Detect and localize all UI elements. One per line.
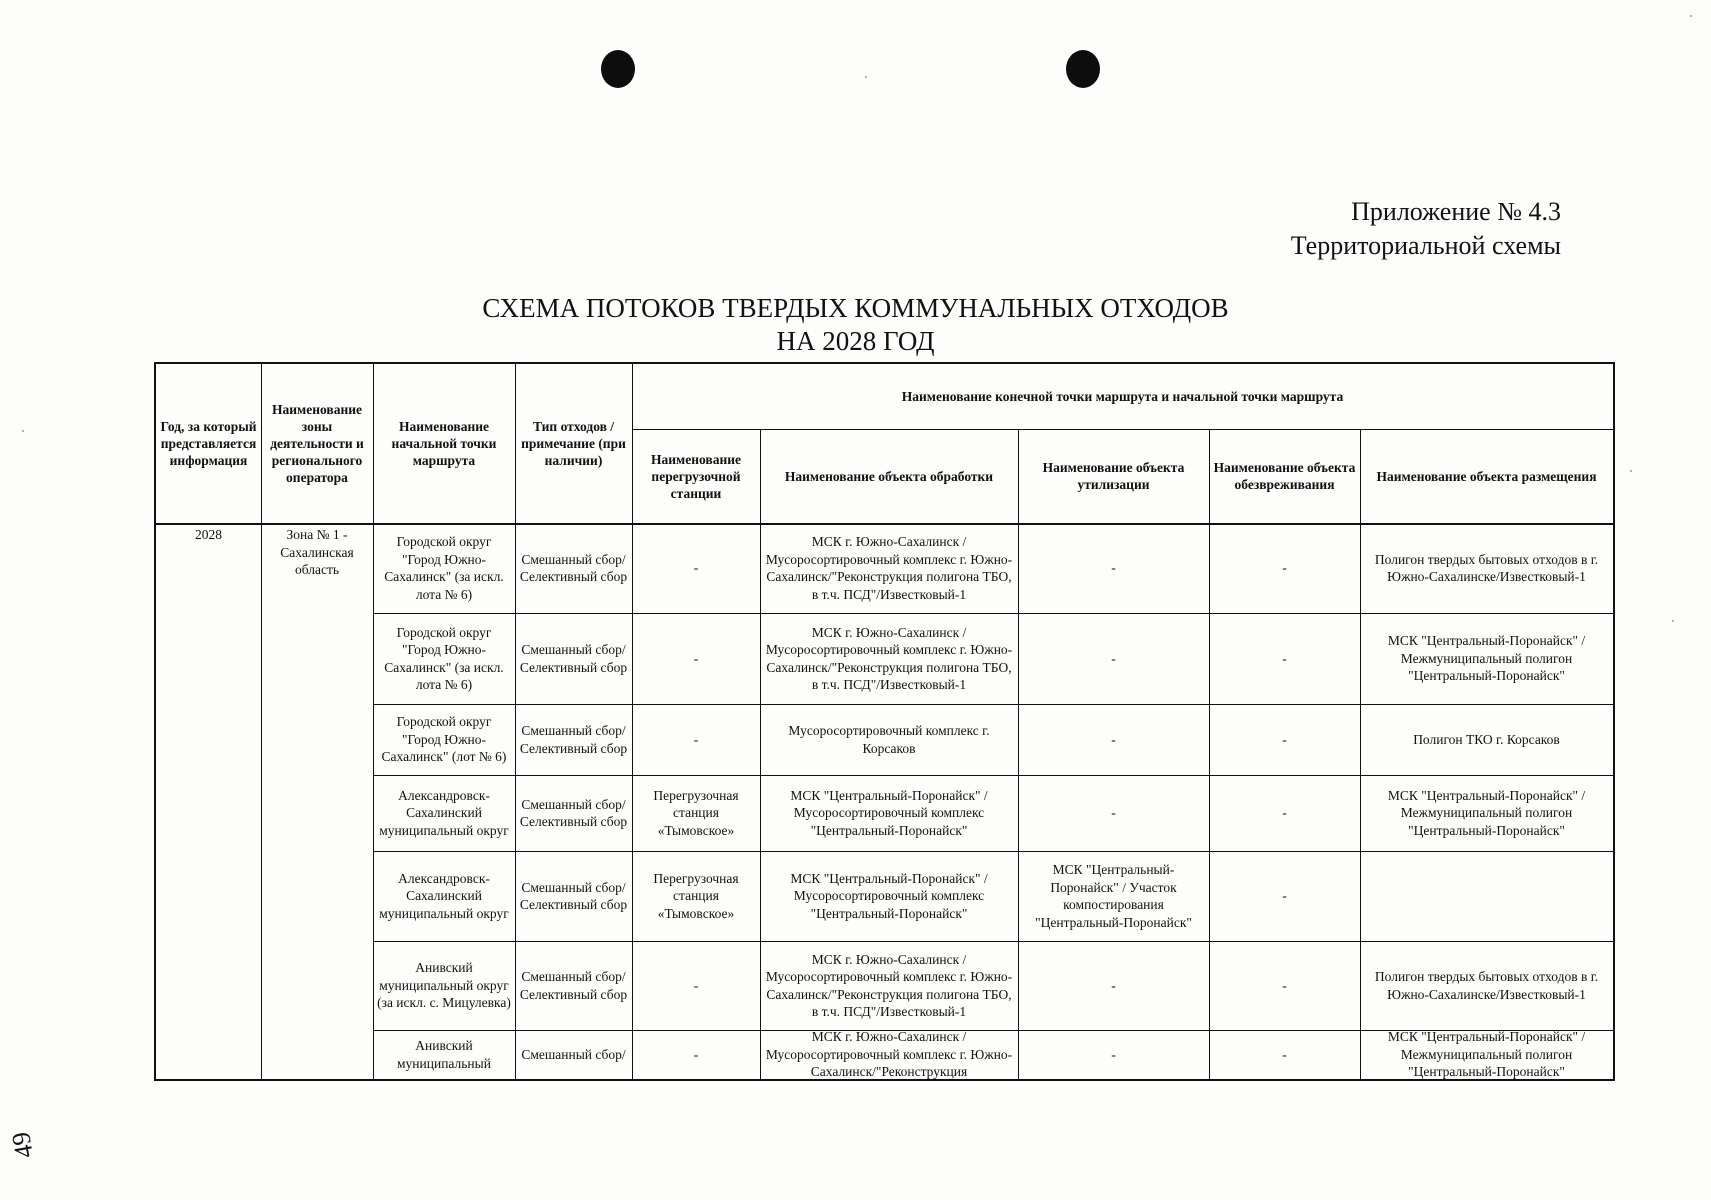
row-4-disposal: МСК "Центральный-Поронайск" / Межмуниципальный полигон "Центральный-Поронайск"	[1387, 787, 1586, 838]
row-2-disposal: МСК "Центральный-Поронайск" / Межмуниципальный полигон "Центральный-Поронайск"	[1387, 633, 1586, 684]
row-3-start: Городской округ "Город Южно-Сахалинск" (лот № 6)	[381, 714, 507, 765]
header-processing: Наименование объекта обработки	[784, 468, 994, 484]
header-disposal: Наименование объекта размещения	[1376, 468, 1597, 484]
row-7-type: Смешанный сбор/	[521, 1046, 626, 1062]
row-5-utilization: МСК "Центральный-Поронайск" / Участок компостирования "Центральный-Поронайск"	[1035, 862, 1192, 930]
row-5-processing: МСК "Центральный-Поронайск" / Мусоросортировочный комплекс "Центральный-Поронайск"	[790, 870, 988, 921]
row-3-processing: Мусоросортировочный комплекс г. Корсаков	[788, 723, 990, 756]
row-1-disposal: Полигон твердых бытовых отходов в г. Южно-Сахалинске/Известковый-1	[1374, 551, 1599, 584]
handwritten-page-number: 49	[5, 1129, 40, 1161]
row-2-utilization: -	[1111, 650, 1116, 666]
row-7-processing: МСК г. Южно-Сахалинск / Мусоросортировочный комплекс г. Южно-Сахалинск/"Реконструкция	[765, 1029, 1013, 1080]
row-5-neutralization: -	[1282, 888, 1287, 904]
header-neutralization: Наименование объекта обезвреживания	[1213, 460, 1356, 492]
title-line-2: НА 2028 ГОД	[776, 326, 935, 356]
header-year: Год, за который представляется информация	[160, 419, 257, 468]
row-4-processing: МСК "Центральный-Поронайск" / Мусоросортировочный комплекс "Центральный-Поронайск"	[790, 787, 988, 838]
header-route-group: Наименование конечной точки маршрута и начальной точки маршрута	[901, 389, 1344, 404]
row-2-start: Городской округ "Город Южно-Сахалинск" (за искл. лота № 6)	[384, 624, 504, 692]
waste-flow-table	[154, 362, 1615, 1081]
header-start-point: Наименование начальной точки маршрута	[391, 419, 497, 468]
header-transfer-station: Наименование перегрузочной станции	[651, 451, 741, 501]
punch-hole-right	[1066, 50, 1100, 88]
row-1-transfer: -	[693, 560, 699, 576]
row-1-start: Городской округ "Город Южно-Сахалинск" (за искл. лота № 6)	[384, 534, 504, 602]
zone-cell: Зона № 1 - Сахалинская область	[280, 527, 354, 577]
row-2-transfer: -	[693, 650, 699, 666]
row-7-disposal: МСК "Центральный-Поронайск" / Межмуниципальный полигон "Центральный-Поронайск"	[1387, 1029, 1586, 1080]
scan-speck	[1690, 15, 1692, 17]
row-6-start: Анивский муниципальный округ (за искл. с. Мицулевка)	[377, 960, 511, 1011]
row-6-utilization: -	[1111, 977, 1116, 993]
appendix-subtitle: Территориальной схемы	[1290, 231, 1561, 260]
row-1-processing: МСК г. Южно-Сахалинск / Мусоросортировочный комплекс г. Южно-Сахалинск/"Реконструкция полигона ТБО, в т.ч. ПСД"/Известковый-1	[765, 534, 1013, 602]
scan-speck	[1672, 620, 1674, 622]
punch-hole-left	[601, 50, 635, 88]
row-5-transfer: Перегрузочная станция «Тымовское»	[653, 870, 739, 921]
row-2-neutralization: -	[1282, 650, 1287, 666]
row-5-type: Смешанный сбор/ Селективный сбор	[519, 879, 628, 912]
scan-speck	[22, 430, 24, 432]
row-5-disposal	[1360, 851, 1613, 941]
header-zone: Наименование зоны деятельности и регионального оператора	[270, 402, 364, 485]
row-6-type: Смешанный сбор/ Селективный сбор	[519, 969, 628, 1002]
header-utilization: Наименование объекта утилизации	[1042, 460, 1185, 492]
scan-speck	[1630, 470, 1632, 472]
row-3-utilization: -	[1111, 731, 1116, 747]
row-6-processing: МСК г. Южно-Сахалинск / Мусоросортировочный комплекс г. Южно-Сахалинск/"Реконструкция полигона ТБО, в т.ч. ПСД"/Известковый-1	[765, 951, 1013, 1019]
row-7-neutralization: -	[1282, 1046, 1287, 1062]
row-1-neutralization: -	[1282, 560, 1287, 576]
row-3-disposal: Полигон ТКО г. Корсаков	[1413, 731, 1560, 747]
appendix-number: Приложение № 4.3	[1351, 197, 1561, 226]
row-4-type: Смешанный сбор/ Селективный сбор	[519, 796, 628, 829]
row-2-processing: МСК г. Южно-Сахалинск / Мусоросортировочный комплекс г. Южно-Сахалинск/"Реконструкция полигона ТБО, в т.ч. ПСД"/Известковый-1	[765, 624, 1013, 692]
row-4-start: Александровск-Сахалинский муниципальный округ	[379, 787, 509, 838]
row-6-transfer: -	[693, 977, 699, 993]
row-4-utilization: -	[1111, 805, 1116, 821]
row-1-type: Смешанный сбор/ Селективный сбор	[519, 551, 628, 584]
row-3-type: Смешанный сбор/ Селективный сбор	[519, 723, 628, 756]
row-4-neutralization: -	[1282, 805, 1287, 821]
row-6-neutralization: -	[1282, 977, 1287, 993]
row-4-transfer: Перегрузочная станция «Тымовское»	[653, 787, 739, 838]
header-waste-type: Тип отходов / примечание (при наличии)	[521, 419, 626, 468]
page-title	[0, 292, 1711, 358]
appendix-label	[1291, 195, 1561, 263]
row-7-utilization: -	[1111, 1046, 1116, 1062]
scan-speck	[865, 76, 867, 78]
row-3-transfer: -	[693, 731, 699, 747]
row-7-start: Анивский муниципальный	[397, 1038, 491, 1071]
row-7-transfer: -	[693, 1046, 699, 1062]
row-6-disposal: Полигон твердых бытовых отходов в г. Южно-Сахалинске/Известковый-1	[1374, 969, 1599, 1002]
row-2-type: Смешанный сбор/ Селективный сбор	[519, 642, 628, 675]
year-cell: 2028	[195, 527, 222, 542]
row-3-neutralization: -	[1282, 731, 1287, 747]
row-5-start: Александровск-Сахалинский муниципальный округ	[379, 870, 509, 921]
title-line-1: СХЕМА ПОТОКОВ ТВЕРДЫХ КОММУНАЛЬНЫХ ОТХОДОВ	[482, 293, 1229, 323]
row-1-utilization: -	[1111, 560, 1116, 576]
